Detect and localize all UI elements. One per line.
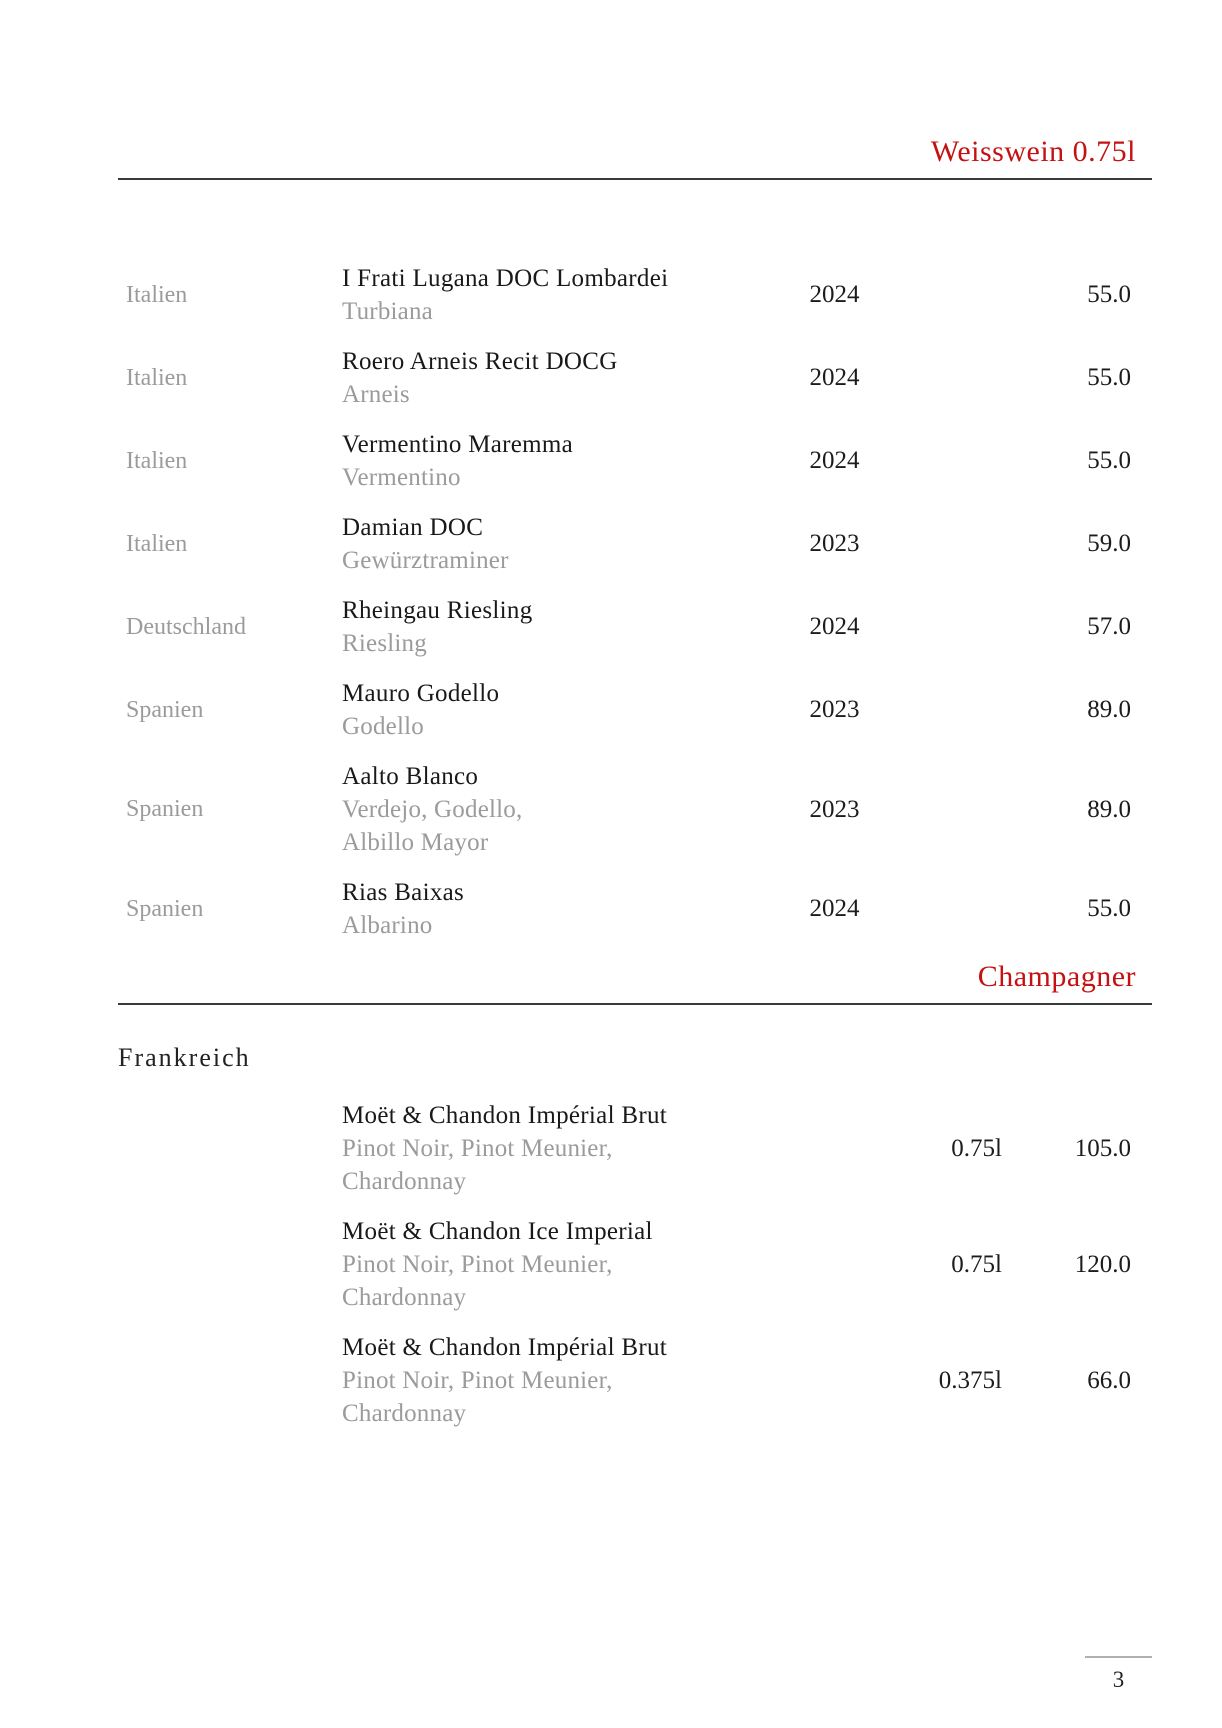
region-label: Italien <box>126 364 188 391</box>
vintage-year: 2024 <box>809 895 860 922</box>
wine-row <box>118 1099 1152 1198</box>
wine-name-group <box>342 677 787 743</box>
wine-name-group <box>342 262 787 328</box>
region-label: Spanien <box>126 696 204 723</box>
grape-varieties: Pinot Noir, Pinot Meunier, Chardonnay <box>342 1251 613 1311</box>
grape-varieties: Turbiana <box>342 298 433 325</box>
grape-varieties: Vermentino <box>342 464 461 491</box>
grape-varieties: Pinot Noir, Pinot Meunier, Chardonnay <box>342 1367 613 1427</box>
price: 89.0 <box>1087 795 1131 823</box>
wine-name-group <box>342 760 787 859</box>
wine-name-group <box>342 1331 787 1430</box>
grape-varieties: Albarino <box>342 912 433 939</box>
region-label: Italien <box>126 530 188 557</box>
region-label: Deutschland <box>126 613 246 640</box>
country-heading: Frankreich <box>118 1043 251 1072</box>
bottle-volume: 0.75l <box>951 1250 1002 1278</box>
wine-row <box>118 876 1152 942</box>
wine-row <box>118 511 1152 577</box>
wine-name: Mauro Godello <box>342 680 500 707</box>
grape-varieties: Arneis <box>342 381 410 408</box>
price: 55.0 <box>1087 364 1131 391</box>
wine-name: Rheingau Riesling <box>342 597 533 624</box>
bottle-volume: 0.375l <box>938 1366 1002 1394</box>
wine-name-group <box>342 511 787 577</box>
grape-varieties: Riesling <box>342 630 427 657</box>
wine-name-group <box>342 594 787 660</box>
wine-name-group <box>342 428 787 494</box>
wine-rows <box>118 262 1152 942</box>
price: 89.0 <box>1087 696 1131 723</box>
vintage-year: 2024 <box>809 447 860 474</box>
vintage-year: 2023 <box>809 795 860 823</box>
wine-name: Rias Baixas <box>342 879 465 906</box>
wine-name-group <box>342 1099 787 1198</box>
region-label: Italien <box>126 281 188 308</box>
region-label: Spanien <box>126 796 204 822</box>
wine-name: Roero Arneis Recit DOCG <box>342 348 618 375</box>
wine-row <box>118 594 1152 660</box>
wine-row <box>118 677 1152 743</box>
wine-name: I Frati Lugana DOC Lombardei <box>342 265 669 292</box>
vintage-year: 2023 <box>809 696 860 723</box>
region-label: Italien <box>126 447 188 474</box>
region-label: Spanien <box>126 895 204 922</box>
wine-row <box>118 1331 1152 1430</box>
wine-rows <box>118 1099 1152 1430</box>
grape-varieties: Verdejo, Godello, Albillo Mayor <box>342 796 523 856</box>
page-footer <box>1085 1656 1152 1693</box>
section-title: Weisswein 0.75l <box>118 134 1152 180</box>
menu-section <box>118 134 1152 942</box>
price: 55.0 <box>1087 895 1131 922</box>
wine-name: Vermentino Maremma <box>342 431 574 458</box>
wine-row <box>118 345 1152 411</box>
section-title: Champagner <box>118 959 1152 1005</box>
vintage-year: 2023 <box>809 530 860 557</box>
price: 105.0 <box>1074 1134 1131 1162</box>
wine-name-group <box>342 876 787 942</box>
vintage-year: 2024 <box>809 613 860 640</box>
price: 59.0 <box>1087 530 1131 557</box>
wine-row <box>118 262 1152 328</box>
content <box>118 0 1152 1447</box>
wine-name: Aalto Blanco <box>342 763 479 790</box>
wine-name-group <box>342 1215 787 1314</box>
wine-name: Moët & Chandon Ice Imperial <box>342 1218 653 1245</box>
price: 120.0 <box>1074 1250 1131 1278</box>
menu-section <box>118 959 1152 1430</box>
vintage-year: 2024 <box>809 364 860 391</box>
price: 66.0 <box>1087 1366 1131 1394</box>
bottle-volume: 0.75l <box>951 1134 1002 1162</box>
price: 57.0 <box>1087 613 1131 640</box>
grape-varieties: Godello <box>342 713 424 740</box>
wine-row <box>118 428 1152 494</box>
wine-name: Moët & Chandon Impérial Brut <box>342 1102 668 1129</box>
grape-varieties: Gewürztraminer <box>342 547 509 574</box>
vintage-year: 2024 <box>809 281 860 308</box>
wine-name-group <box>342 345 787 411</box>
grape-varieties: Pinot Noir, Pinot Meunier, Chardonnay <box>342 1135 613 1195</box>
price: 55.0 <box>1087 281 1131 308</box>
wine-name: Moët & Chandon Impérial Brut <box>342 1334 668 1361</box>
wine-row <box>118 1215 1152 1314</box>
wine-name: Damian DOC <box>342 514 484 541</box>
wine-row <box>118 760 1152 859</box>
price: 55.0 <box>1087 447 1131 474</box>
page-number: 3 <box>1112 1667 1125 1692</box>
